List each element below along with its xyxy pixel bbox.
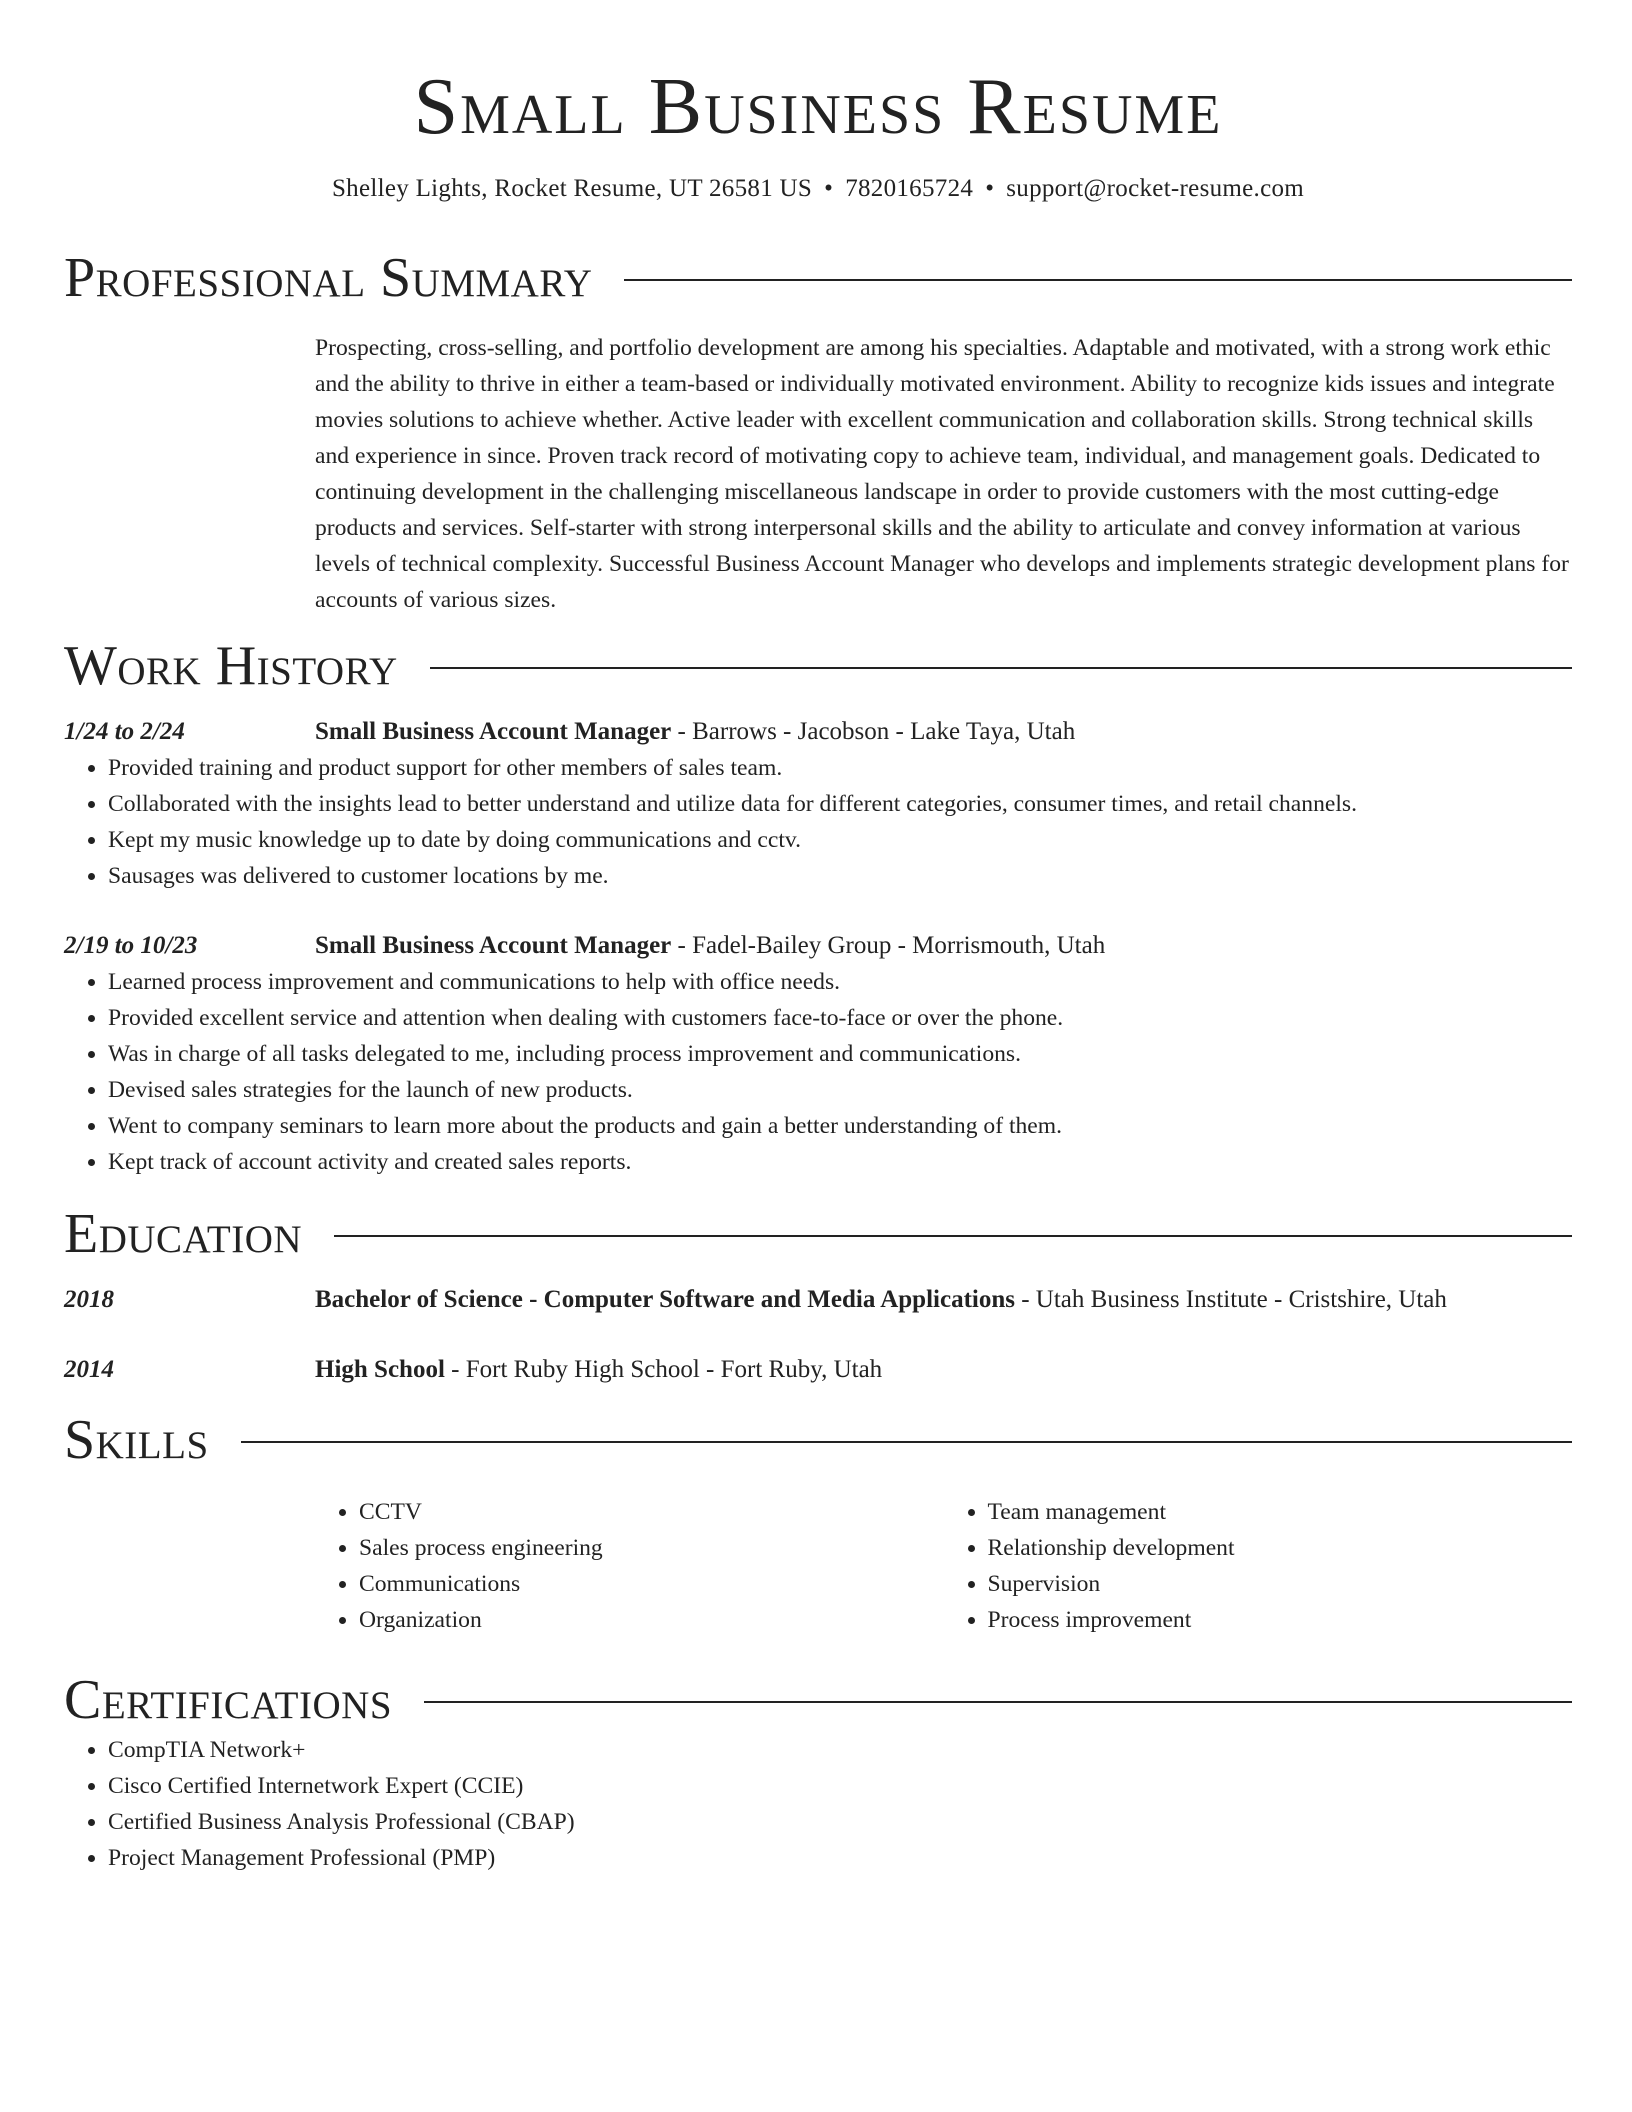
job-title: Small Business Account Manager [315,718,672,745]
summary-heading: Professional Summary [64,247,593,309]
skills-columns [315,1494,1572,1638]
job-entry [64,714,1572,894]
section-divider [424,1701,1572,1703]
education-details: - Utah Business Institute - Cristshire, Utah [1014,1286,1447,1313]
contact-phone: 7820165724 [845,175,974,202]
contact-email: support@rocket-resume.com [1006,175,1305,202]
job-details: - Barrows - Jacobson - Lake Taya, Utah [671,718,1076,745]
section-divider [624,279,1572,281]
job-header [64,928,1572,964]
list-item: • Learned process improvement and communications to help with office needs. [108,964,1572,1000]
education-info [315,1282,1572,1318]
certifications-heading: Certifications [64,1669,393,1731]
list-item: • CCTV [359,1494,944,1530]
summary-section-header [64,246,1572,310]
contact-separator: • [985,175,995,202]
section-divider [241,1441,1572,1443]
education-entry [64,1352,1572,1388]
list-item: • Organization [359,1602,944,1638]
section-divider [334,1235,1572,1237]
education-year: 2014 [64,1356,114,1383]
list-item: • Certified Business Analysis Professional (CBAP) [108,1804,1572,1840]
list-item: • Devised sales strategies for the launch of new products. [108,1072,1572,1108]
list-item: • Kept my music knowledge up to date by doing communications and cctv. [108,822,1572,858]
skills-list-right [944,1494,1573,1638]
list-item: • Process improvement [988,1602,1573,1638]
education-year: 2018 [64,1286,114,1313]
list-item: • Went to company seminars to learn more about the products and gain a better understanding of them. [108,1108,1572,1144]
contact-separator: • [824,175,834,202]
section-divider [430,667,1572,669]
resume-page [64,0,1572,1876]
list-item: • Provided excellent service and attention when dealing with customers face-to-face or over the phone. [108,1000,1572,1036]
job-details: - Fadel-Bailey Group - Morrismouth, Utah [671,932,1106,959]
list-item: • Collaborated with the insights lead to better understand and utilize data for different categories, consumer times, and retail channels. [108,786,1572,822]
work-section-header [64,634,1572,698]
list-item: • Communications [359,1566,944,1602]
contact-line [64,174,1572,204]
certifications-section-header [64,1668,1572,1732]
job-info [315,928,1572,964]
job-title: Small Business Account Manager [315,932,672,959]
skills-list-left [315,1494,944,1638]
list-item: • Provided training and product support for other members of sales team. [108,750,1572,786]
skills-section-header [64,1408,1572,1472]
list-item: • Team management [988,1494,1573,1530]
list-item: • Relationship development [988,1530,1573,1566]
job-entry [64,928,1572,1180]
education-degree: Bachelor of Science - Computer Software and Media Applications [315,1286,1015,1313]
job-bullet-list [64,964,1572,1180]
list-item: • Sales process engineering [359,1530,944,1566]
skills-heading: Skills [64,1409,209,1471]
list-item: • CompTIA Network+ [108,1732,1572,1768]
education-entry [64,1282,1572,1318]
education-heading: Education [64,1203,303,1265]
certifications-list [64,1732,1572,1876]
job-dates: 2/19 to 10/23 [64,932,198,959]
summary-text: Prospecting, cross-selling, and portfolio development are among his specialties. Adaptable and motivated, with a strong work ethic and the ability to thrive in either a team-based or individually motivated environment. Ability to recognize kids issues and integrate movies solutions to achieve whether. Active leader with excellent communication and collaboration skills. Strong technical skills and experience in since. Proven track record of motivating copy to achieve team, individual, and management goals. Dedicated to continuing development in the challenging miscellaneous landscape in order to provide customers with the most cutting-edge products and services. Self-starter with strong interpersonal skills and the ability to articulate and convey information at various levels of technical complexity. Successful Business Account Manager who develops and implements strategic development plans for accounts of various sizes. [315,335,1569,613]
contact-address: Shelley Lights, Rocket Resume, UT 26581 US [331,175,813,202]
list-item: • Sausages was delivered to customer locations by me. [108,858,1572,894]
job-info [315,714,1572,750]
education-degree: High School [315,1356,445,1383]
education-section-header [64,1202,1572,1266]
list-item: • Project Management Professional (PMP) [108,1840,1572,1876]
resume-title: Small Business Resume [413,63,1223,151]
list-item: • Kept track of account activity and created sales reports. [108,1144,1572,1180]
list-item: • Was in charge of all tasks delegated to me, including process improvement and communications. [108,1036,1572,1072]
job-header [64,714,1572,750]
education-info [315,1352,1572,1388]
list-item: • Supervision [988,1566,1573,1602]
list-item: • Cisco Certified Internetwork Expert (CCIE) [108,1768,1572,1804]
education-details: - Fort Ruby High School - Fort Ruby, Utah [444,1356,883,1383]
job-dates: 1/24 to 2/24 [64,718,185,745]
work-heading: Work History [64,635,398,697]
job-bullet-list [64,750,1572,894]
